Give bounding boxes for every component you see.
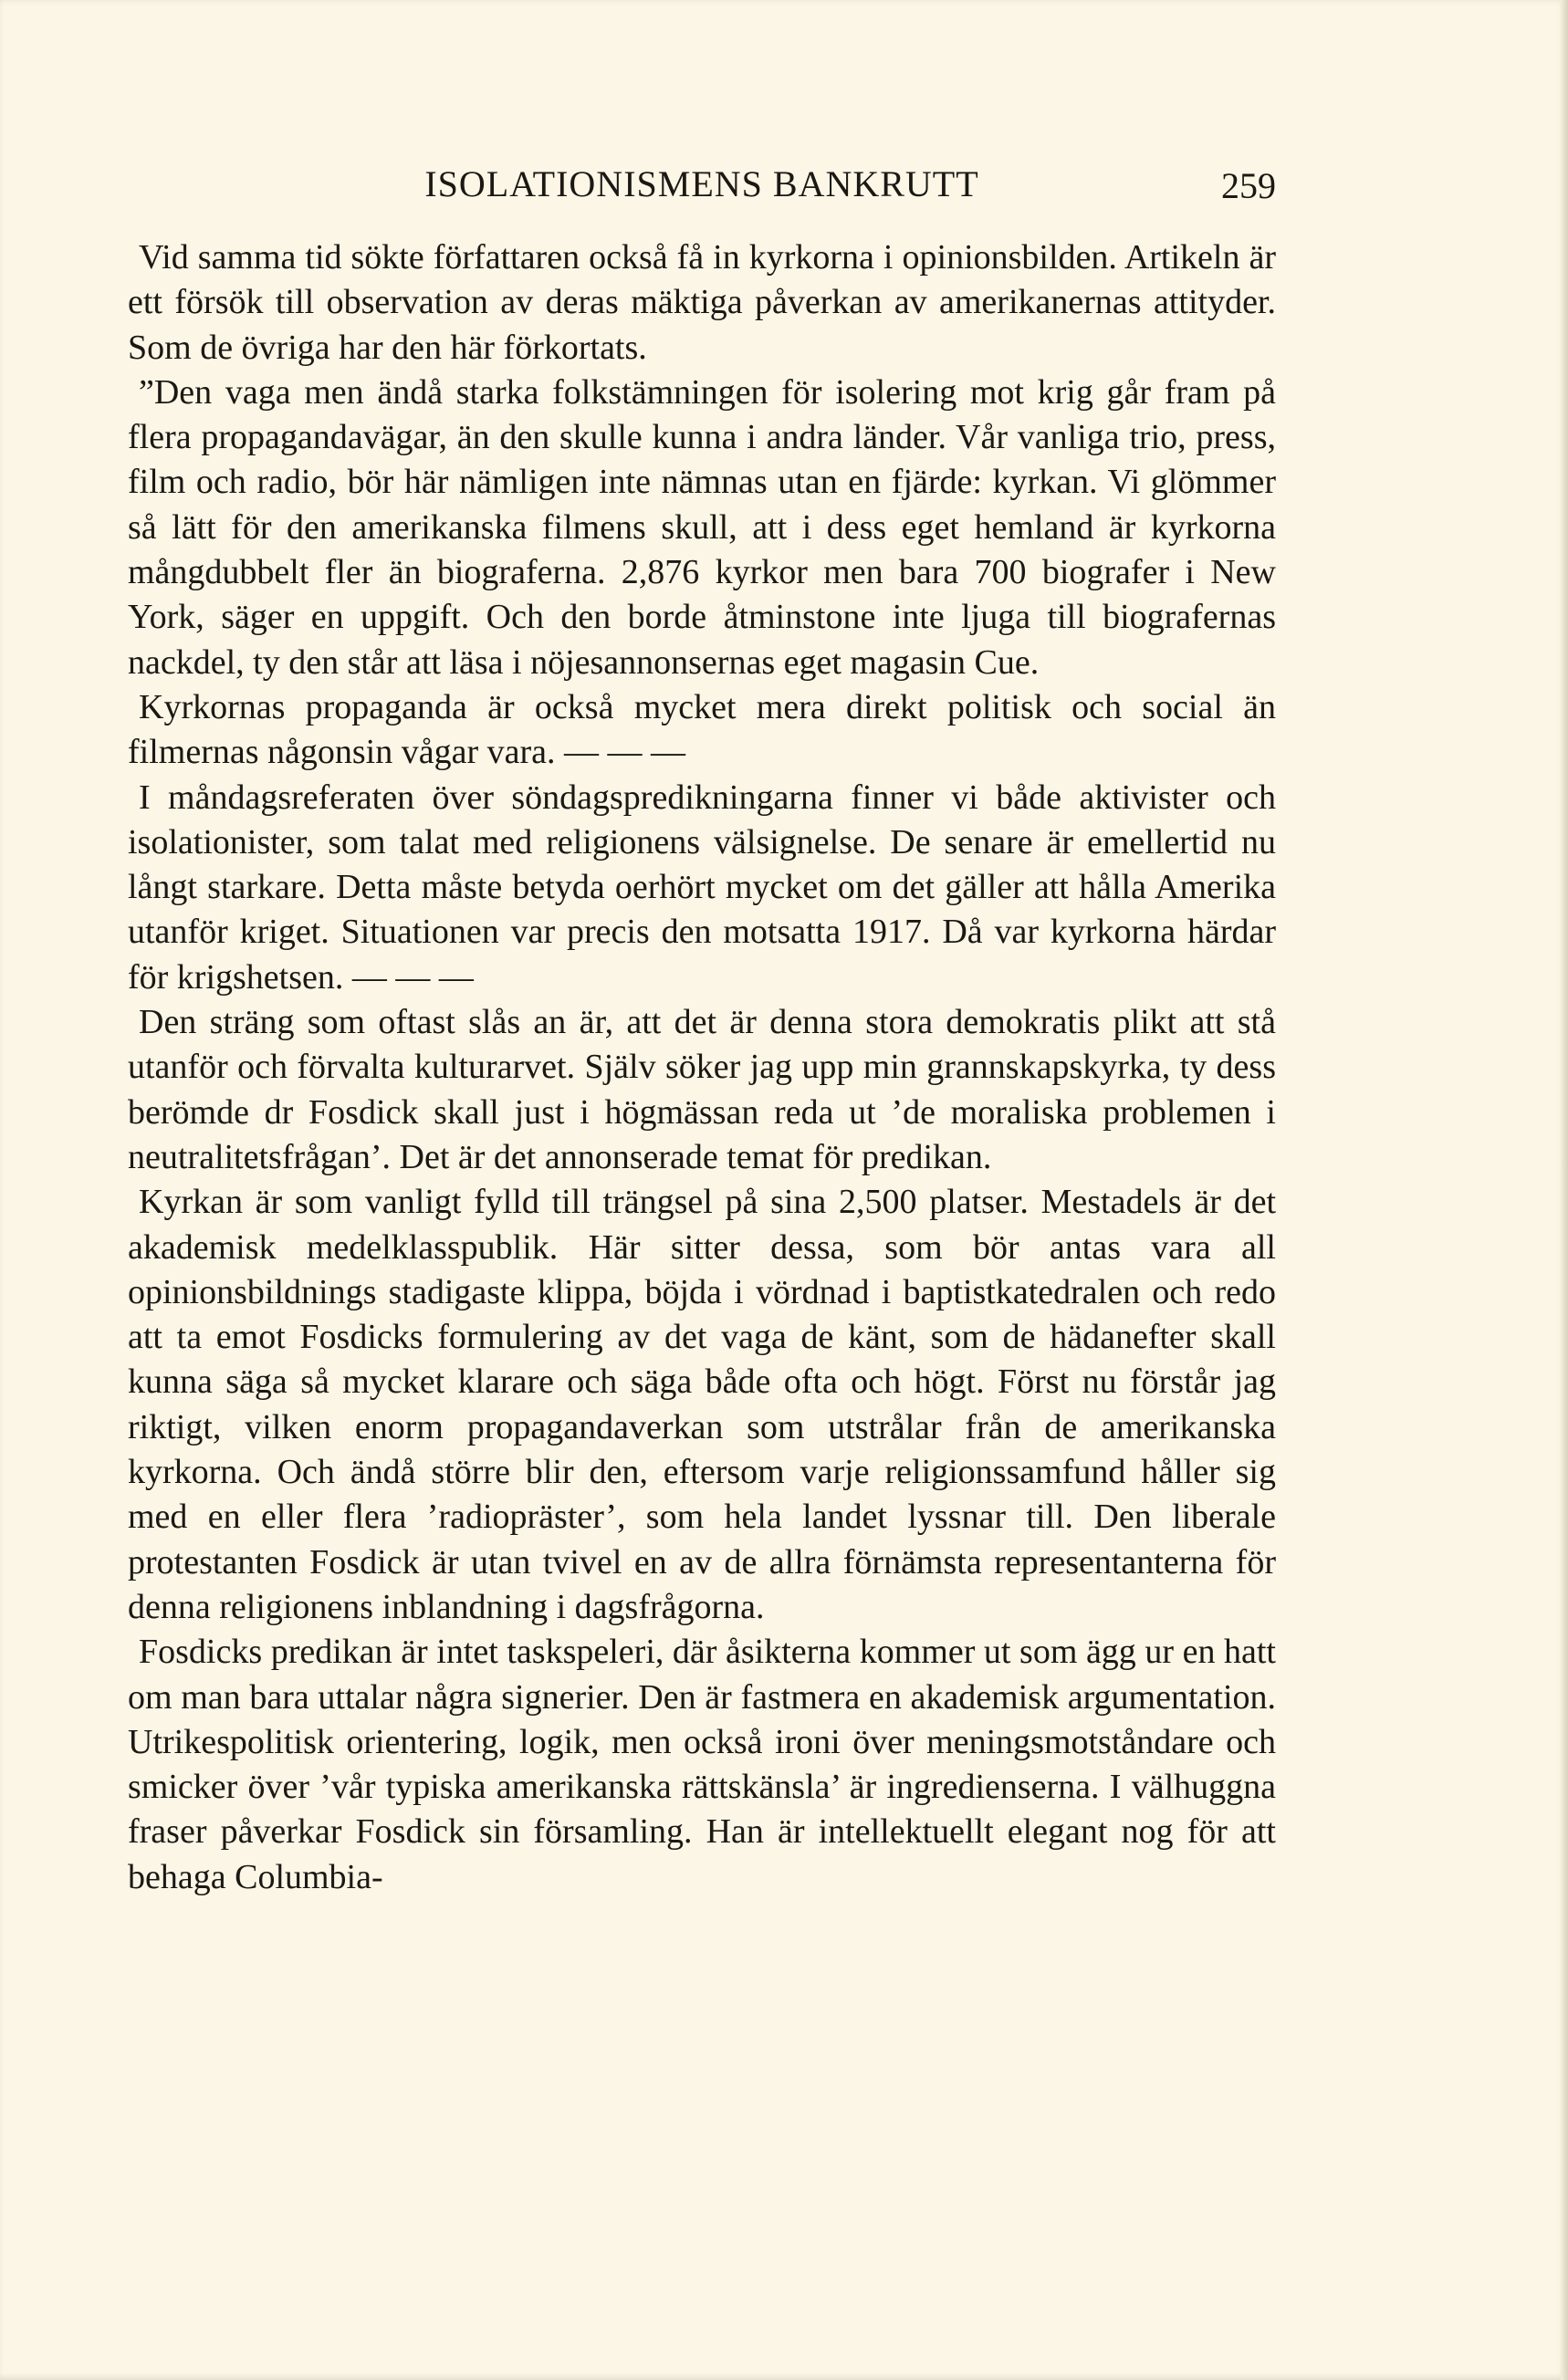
paragraph: Kyrkornas propaganda är också mycket mera direkt politisk och social än filmernas någonsin vågar vara. — — —	[128, 687, 1276, 772]
paragraph: Kyrkan är som vanligt fylld till trängsel på sina 2,500 platser. Mestadels är det akademisk medelklasspublik. Här sitter dessa, som bör antas vara all opinionsbildnings stadigaste klippa, böjda i vördnad i baptistkatedralen och redo att ta emot Fosdicks formulering av det vaga de känt, som de hädanefter skall kunna säga så mycket klarare och säga både ofta och högt. Först nu förstår jag riktigt, vilken enorm propagandaverkan som utstrålar från de amerikanska kyrkorna. Och ändå större blir den, eftersom varje religionssamfund håller sig med en eller flera ’radiopräster’, som hela landet lyssnar till. Den liberale protestanten Fosdick är utan tvivel en av de allra förnämsta representanterna för denna religionens inblandning i dagsfrågorna.	[128, 1183, 1276, 1626]
body-text	[128, 235, 1276, 1900]
page-edge-shadow	[1561, 0, 1568, 2380]
paragraph: Vid samma tid sökte författaren också få in kyrkorna i opinionsbilden. Artikeln är ett försök till observation av deras mäktiga påverkan av amerikanernas attityder. Som de övriga har den här förkortats.	[128, 238, 1276, 367]
page-number: 259	[1221, 165, 1276, 206]
page-header	[128, 162, 1276, 217]
running-head: ISOLATIONISMENS BANKRUTT	[424, 163, 979, 204]
paragraph: Den sträng som oftast slås an är, att det är denna stora demokratis plikt att stå utanför och förvalta kulturarvet. Själv söker jag upp min grannskapskyrka, ty dess berömde dr Fosdick skall just i högmässan reda ut ’de moraliska problemen i neutralitetsfrågan’. Det är det annonserade temat för predikan.	[128, 1003, 1276, 1176]
paragraph: I måndagsreferaten över söndagspredikningarna finner vi både aktivister och isolationister, som talat med religionens välsignelse. De senare är emellertid nu långt starkare. Detta måste betyda oerhört mycket om det gäller att hålla Amerika utanför kriget. Situationen var precis den motsatta 1917. Då var kyrkorna härdar för krigshetsen. — — —	[128, 778, 1276, 997]
paragraph: ”Den vaga men ändå starka folkstämningen för isolering mot krig går fram på flera propagandavägar, än den skulle kunna i andra länder. Vår vanliga trio, press, film och radio, bör här nämligen inte nämnas utan en fjärde: kyrkan. Vi glömmer så lätt för den amerikanska filmens skull, att i dess eget hemland är kyrkorna mångdubbelt fler än biograferna. 2,876 kyrkor men bara 700 biografer i New York, säger en uppgift. Och den borde åtminstone inte ljuga till biografernas nackdel, ty den står att läsa i nöjesannonsernas eget magasin Cue.	[128, 372, 1276, 682]
paragraph: Fosdicks predikan är intet taskspeleri, där åsikterna kommer ut som ägg ur en hatt om man bara uttalar några signerier. Den är fastmera en akademisk argumentation. Utrikespolitisk orientering, logik, men också ironi över meningsmotståndare och smicker över ’vår typiska amerikanska rättskänsla’ är ingredienserna. I välhuggna fraser påverkar Fosdick sin församling. Han är intellektuellt elegant nog för att behaga Columbia-	[128, 1633, 1276, 1896]
